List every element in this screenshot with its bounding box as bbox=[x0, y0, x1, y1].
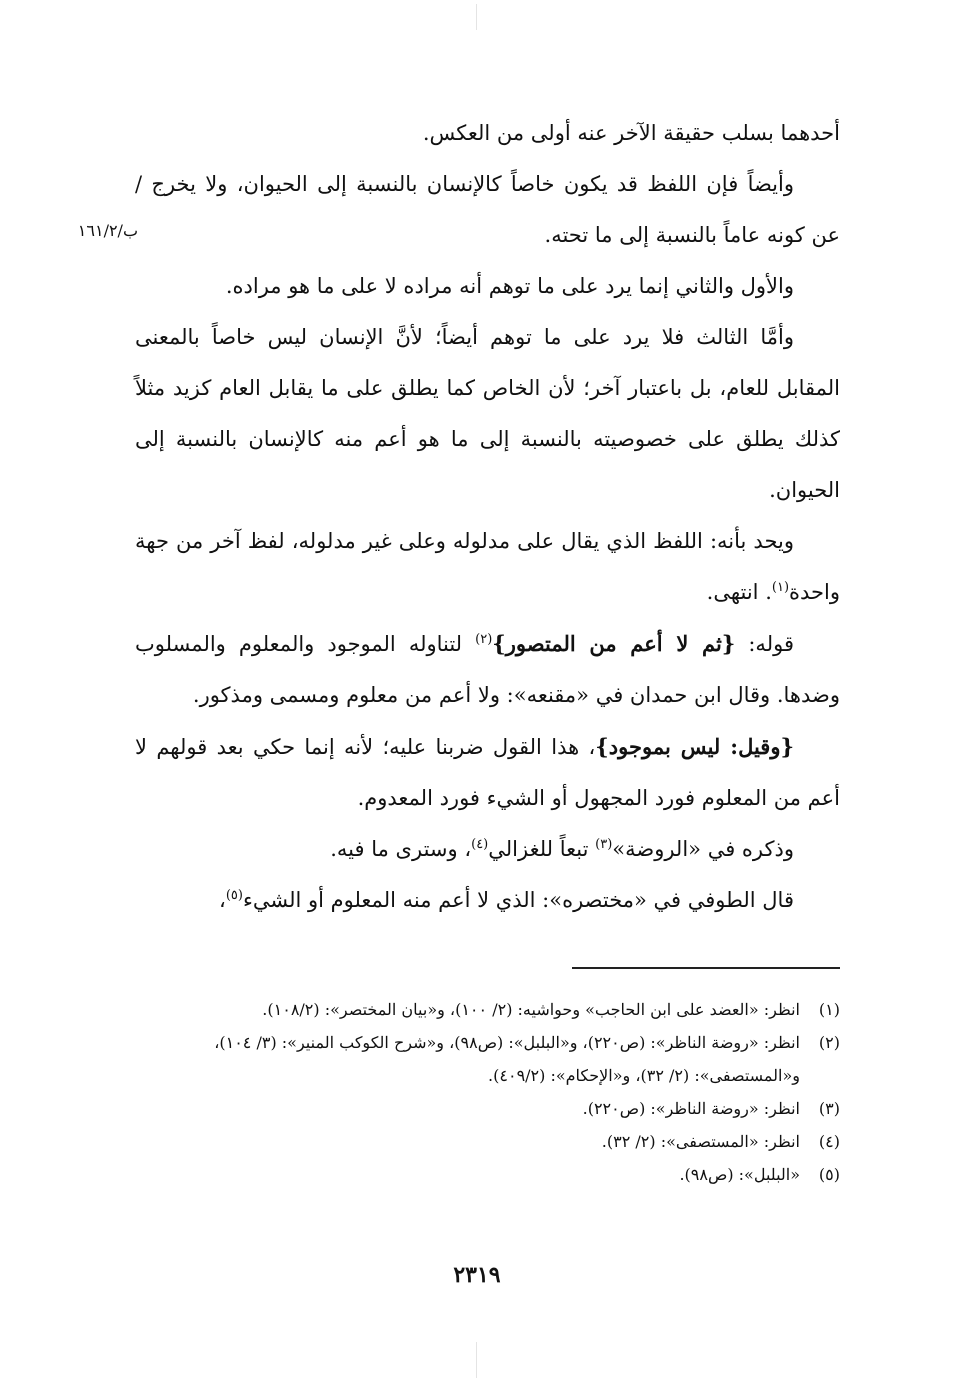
footnote-text: انظر: «روضة الناظر»: (ص٢٢٠). bbox=[582, 1099, 800, 1118]
paragraph-8-a: وذكره في «الروضة» bbox=[612, 837, 794, 861]
footnote-5 bbox=[135, 1158, 840, 1191]
footnote-number: (٣) bbox=[818, 1099, 840, 1118]
paragraph-5 bbox=[135, 516, 840, 618]
footnote-3 bbox=[135, 1092, 840, 1125]
footnote-number: (١) bbox=[818, 1000, 840, 1019]
paragraph-8-c: ، وسترى ما فيه. bbox=[330, 837, 472, 861]
footnote-number: (٢) bbox=[818, 1033, 840, 1052]
paragraph-9-b: ، bbox=[219, 888, 226, 912]
footnote-ref-5: (٥) bbox=[225, 888, 243, 903]
footnote-text: «البلبل»: (ص٩٨). bbox=[679, 1165, 800, 1184]
footnote-ref-1: (١) bbox=[771, 580, 790, 595]
footnote-ref-2: (٢) bbox=[475, 632, 493, 647]
footnote-ref-4: (٤) bbox=[471, 837, 489, 852]
footnote-text: انظر: «روضة الناظر»: (ص٢٢٠)، و«البلبل»: (ص٩٨)، و«شرح الكوكب المنير»: (٣/ ١٠٤)، و«المستصفى»: (٢/ ٣٢)، و«الإحكام»: (٤٠٩/٢). bbox=[214, 1033, 800, 1085]
footnote-number: (٥) bbox=[818, 1165, 840, 1184]
paragraph-6-text: لتناوله الموجود والمعلوم والمسلوب وضدها. وقال ابن حمدان في «مقنعه»: ولا أعم من معلوم ومسمى ومذكور. bbox=[135, 632, 840, 707]
footnote-number: (٤) bbox=[818, 1132, 840, 1151]
paragraph-5-text: ويحد بأنه: اللفظ الذي يقال على مدلوله وعلى غير مدلوله، لفظ آخر من جهة واحدة bbox=[135, 529, 840, 604]
paragraph-9-a: قال الطوفي في «مختصره»: الذي لا أعم منه المعلوم أو الشيء bbox=[242, 888, 794, 912]
footnote-text: انظر: «العضد على ابن الحاجب» وحواشيه: (٢/ ١٠٠)، و«بيان المختصر»: (١٠٨/٢). bbox=[262, 1000, 800, 1019]
paragraph-5-end: . انتهى. bbox=[706, 580, 772, 604]
scan-crease-bottom bbox=[476, 1342, 477, 1378]
footnote-1 bbox=[135, 993, 840, 1026]
paragraph-8 bbox=[135, 824, 840, 875]
paragraph-2: وأيضاً فإن اللفظ قد يكون خاصاً كالإنسان بالنسبة إلى الحيوان، ولا يخرج / عن كونه عاماً بالنسبة إلى ما تحته. bbox=[135, 172, 840, 247]
footnote-text: انظر: «المستصفى»: (٢/ ٣٢). bbox=[601, 1132, 800, 1151]
paragraph-4: وأمَّا الثالث فلا يرد على ما توهم أيضاً؛ لأنَّ الإنسان ليس خاصاً بالمعنى المقابل للعام، بل باعتبار آخر؛ لأن الخاص كما يطلق على ما يقابل العام كزيد مثلاً كذلك يطلق على خصوصيته بالنسبة إلى ما هو أعم منه كالإنسان بالنسبة إلى الحيوان. bbox=[135, 325, 840, 502]
paragraph-6 bbox=[135, 618, 840, 721]
paragraph-7 bbox=[135, 721, 840, 824]
page-number: ٢٣١٩ bbox=[453, 1262, 501, 1288]
main-text bbox=[135, 108, 840, 926]
footnotes bbox=[135, 993, 840, 1191]
manuscript-folio-note: ب/١٦١/٢ bbox=[77, 221, 138, 240]
paragraph-3: والأول والثاني إنما يرد على ما توهم أنه مراده لا على ما هو مراده. bbox=[225, 274, 794, 298]
footnote-separator bbox=[572, 967, 840, 969]
footnote-2 bbox=[135, 1026, 840, 1092]
paragraph-6-lead: قوله: bbox=[735, 632, 794, 656]
footnote-4 bbox=[135, 1125, 840, 1158]
quoted-matn-2: {وقيل: ليس بموجود} bbox=[595, 734, 794, 759]
scan-crease-top bbox=[476, 4, 477, 30]
paragraph-7-text: ، هذا القول ضربنا عليه؛ لأنه إنما حكي بعد قولهم لا أعم من المعلوم فورد المجهول أو الشيء فورد المعدوم. bbox=[135, 735, 840, 810]
quoted-matn-1: {ثم لا أعم من المتصور} bbox=[492, 631, 736, 656]
footnote-ref-3: (٣) bbox=[595, 837, 613, 852]
paragraph-9 bbox=[135, 875, 840, 926]
paragraph-8-b: تبعاً للغزالي bbox=[488, 837, 596, 861]
paragraph-1: أحدهما بسلب حقيقة الآخر عنه أولى من العكس. bbox=[422, 121, 840, 145]
